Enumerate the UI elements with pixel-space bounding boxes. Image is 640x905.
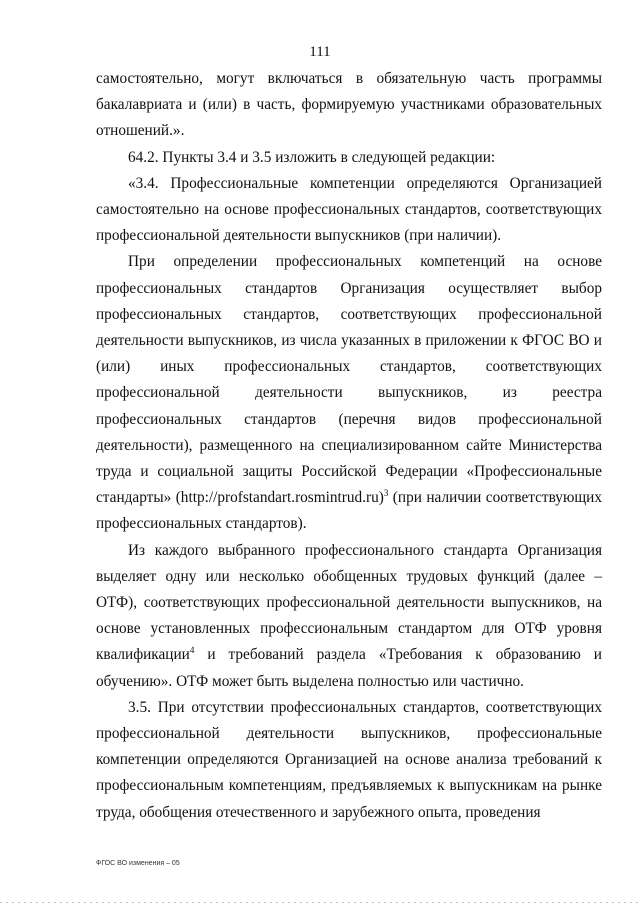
page-footer: ФГОС ВО изменения – 05	[96, 860, 180, 867]
paragraph-2: 64.2. Пункты 3.4 и 3.5 изложить в следующей редакции:	[128, 148, 496, 166]
paragraph-6: 3.5. При отсутствии профессиональных стандартов, соответствующих профессиональной деятельности выпускников, профессиональные компетенции определяются Организацией на основе анализа требований к профессиональным компетенциям, предъявляемых к выпускникам на рынке труда, обобщения отечественного и зарубежного опыта, проведения	[96, 698, 602, 821]
paragraph-4-text: При определении профессиональных компетенций на основе профессиональных стандартов Организация осуществляет выбор профессиональных стандартов, соответствующих профессиональной деятельности выпускников, из числа указанных в приложении к ФГОС ВО и (или) иных профессиональных стандартов, соответствующих профессиональной деятельности выпускников, из реестра профессиональных стандартов (перечня видов профессиональной деятельности), размещенного на специализированном сайте Министерства труда и социальной защиты Российской Федерации «Профессиональные стандарты» (http://profstandart.rosmintrud.ru)	[96, 253, 602, 507]
paragraph-1: самостоятельно, могут включаться в обязательную часть программы бакалавриата и (или) в часть, формируемую участниками образовательных отношений.».	[96, 70, 602, 140]
paragraph-5-text: Из каждого выбранного профессионального стандарта Организация выделяет одну или несколько обобщенных трудовых функций (далее – ОТФ), соответствующих профессиональной деятельности выпускников, на основе установленных профессиональным стандартом для ОТФ уровня квалификации	[96, 541, 602, 664]
page-number: 111	[309, 44, 331, 60]
paragraph-4	[96, 249, 602, 537]
paragraph-5-text-end: и требований раздела «Требования к образованию и обучению». ОТФ может быть выделена полностью или частично.	[96, 646, 602, 690]
paragraph-5	[96, 538, 602, 695]
footnote-ref-3: 3	[383, 488, 389, 499]
scan-edge-divider	[0, 902, 640, 903]
paragraph-4-text-end: (при наличии соответствующих профессиональных стандартов).	[96, 489, 603, 533]
paragraph-3: «3.4. Профессиональные компетенции определяются Организацией самостоятельно на основе профессиональных стандартов, соответствующих профессиональной деятельности выпускников (при наличии).	[96, 174, 602, 245]
footnote-ref-4: 4	[189, 645, 195, 656]
document-body	[96, 66, 602, 826]
